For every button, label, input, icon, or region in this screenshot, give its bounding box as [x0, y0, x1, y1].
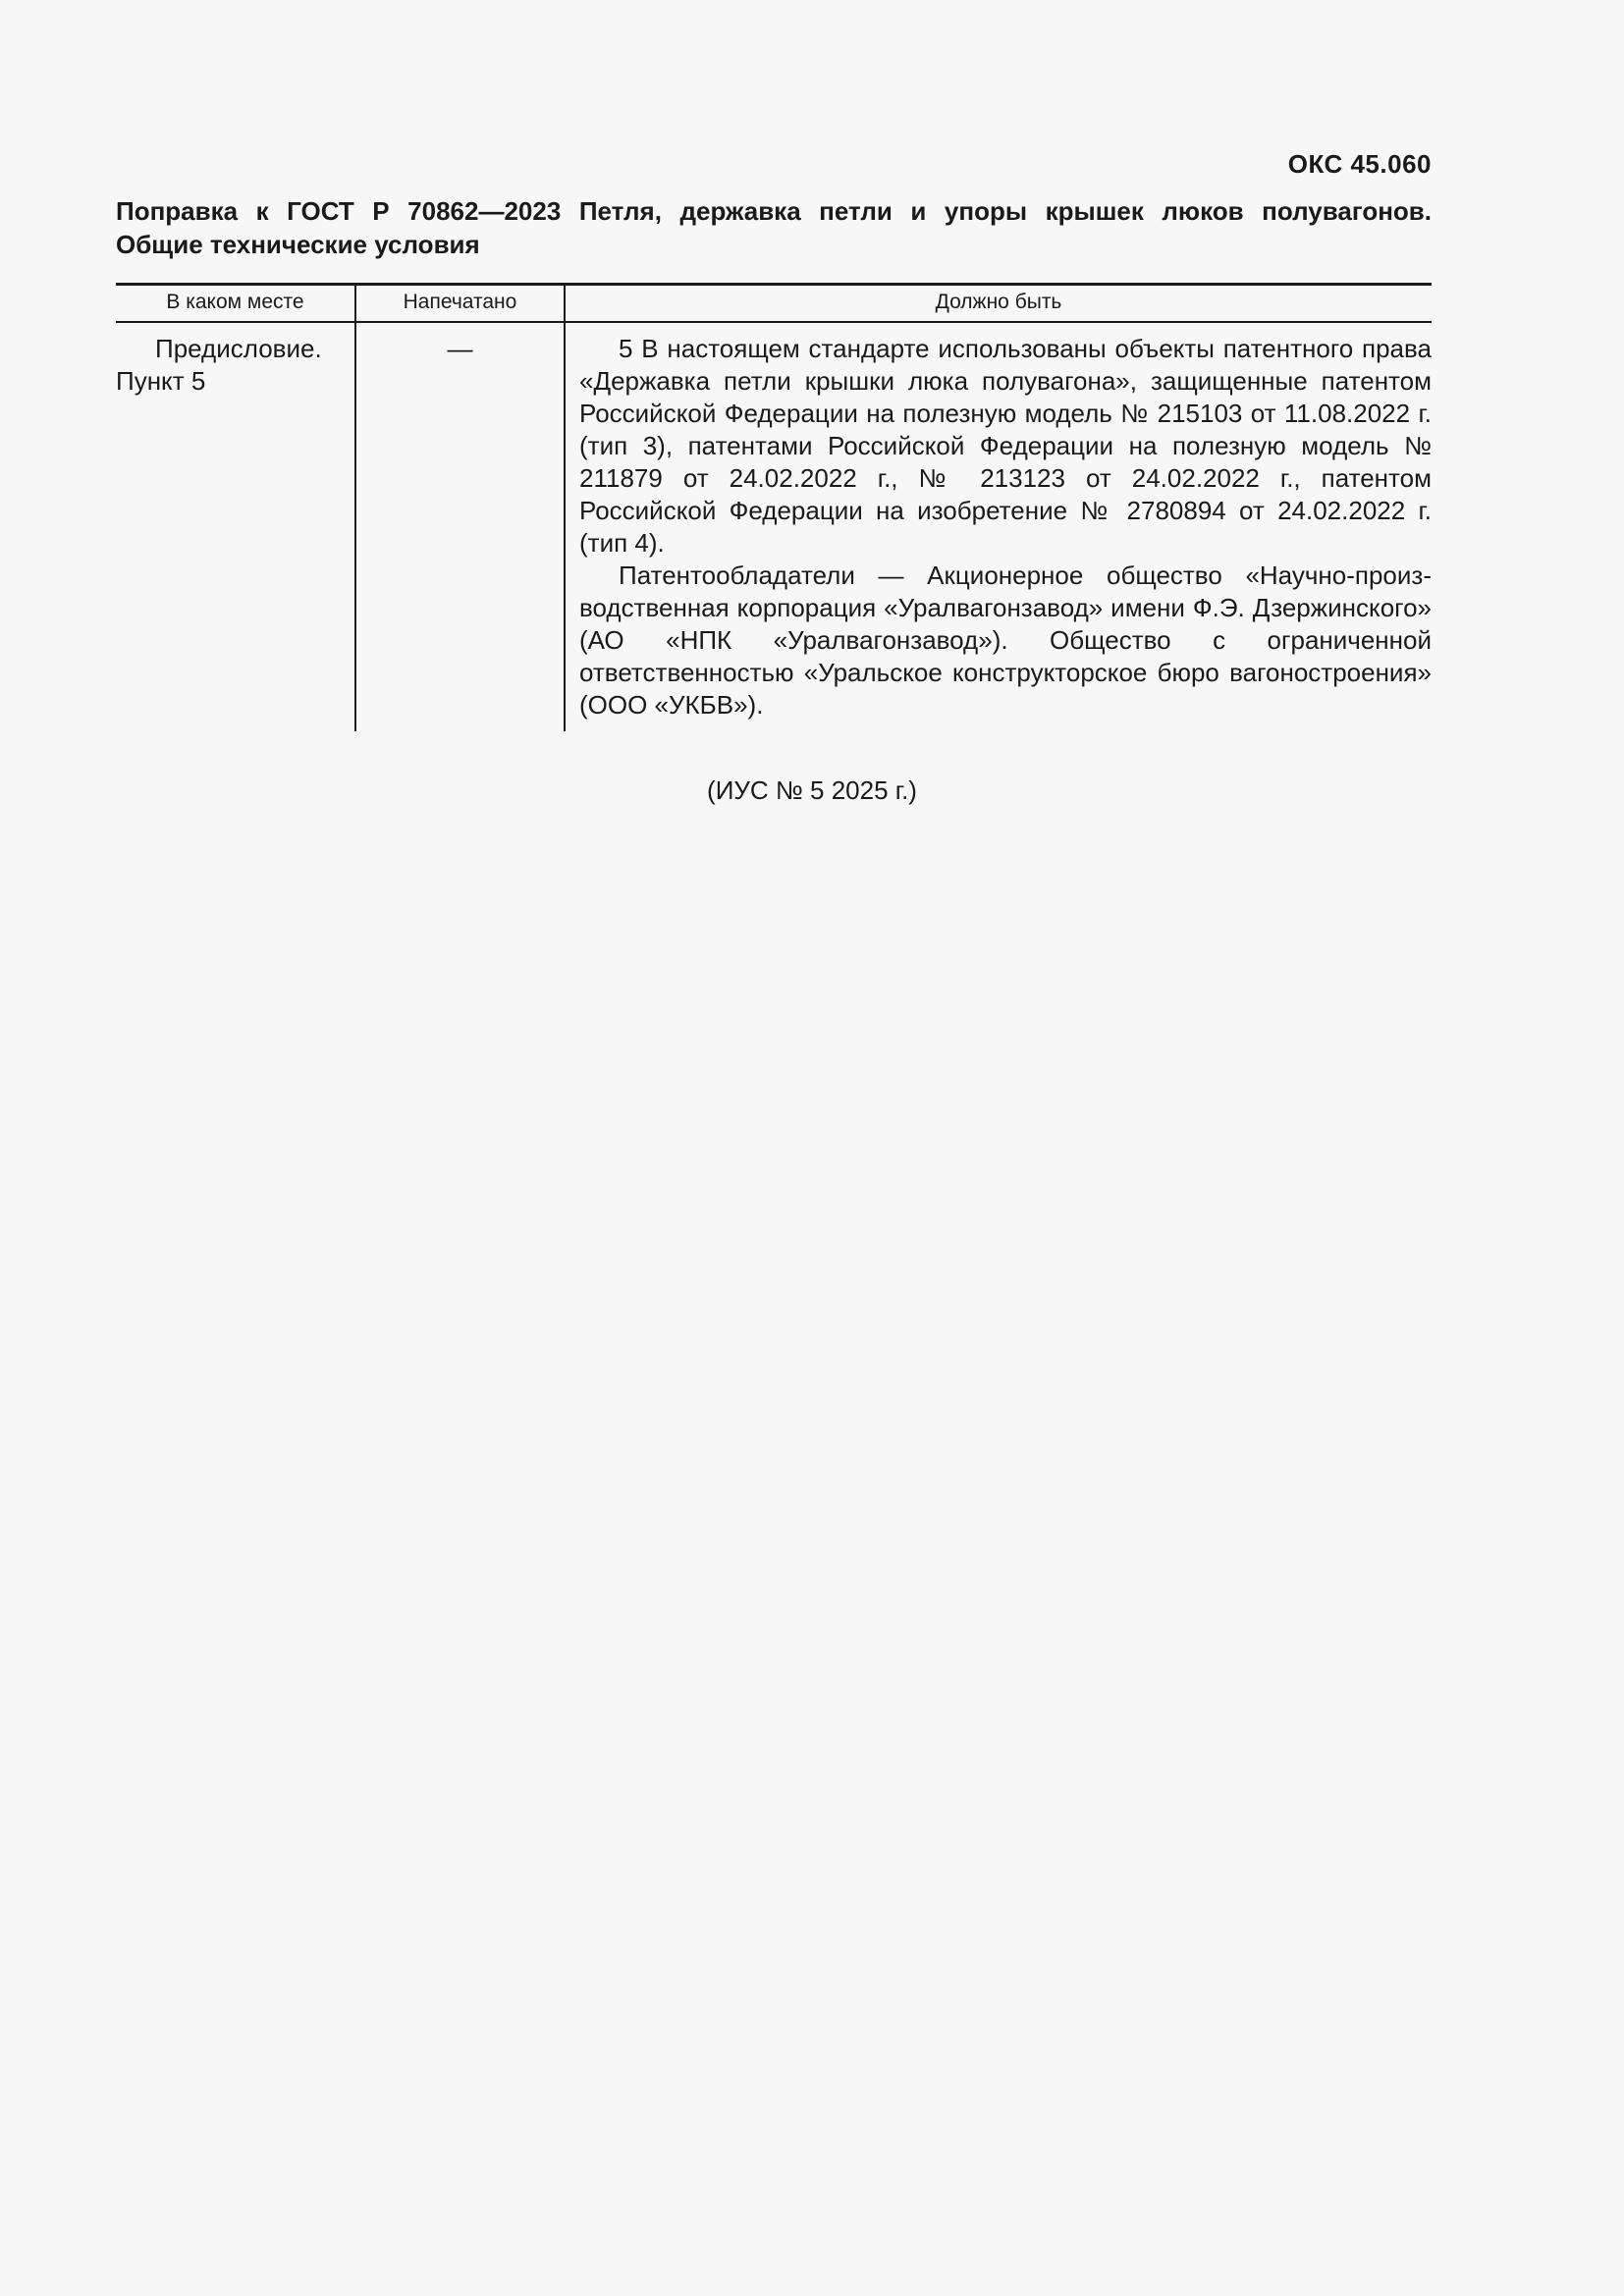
ius-reference: (ИУС № 5 2025 г.) [707, 775, 917, 805]
table-row [116, 322, 1432, 731]
should-be-paragraph-2: Патентообладатели — Акционерное общество «Научно-производственная корпорация «Уралвагонзавод» имени Ф.Э. Дзержинского» (АО «НПК «Уралвагонзавод»). Общество с ограниченной ответственностью «Уральское конструкторское бюро вагоностроения» (ООО «УКБВ»). [579, 561, 1432, 720]
oks-code: ОКС 45.060 [1287, 149, 1432, 179]
amendment-table [116, 283, 1432, 731]
cell-place: Предисловие. Пункт 5 [116, 334, 322, 396]
table-header-row [116, 285, 1432, 323]
cell-printed: — [355, 322, 565, 731]
cell-should-be [565, 322, 1432, 731]
amendment-title [116, 194, 1432, 261]
document-page [116, 147, 1432, 731]
amendment-title-line1: Поправка к ГОСТ Р 70862—2023 Петля, державка петли и упоры крышек люков полувагонов. [116, 196, 1432, 226]
should-be-paragraph-1: 5 В настоящем стандарте использованы объекты патентного права «Державка петли крышки люка полувагона», защищенные патентом Российской Федерации на полезную модель № 215103 от 11.08.2022 г. (тип 3), патентами Российской Федерации на полезную модель № 211879 от 24.02.2022 г., № 213123 от 24.02.2022 г., патентом Российской Федерации на изобретение № 2780894 от 24.02.2022 г. (тип 4). [579, 334, 1432, 558]
column-header-printed: Напечатано [355, 285, 565, 323]
column-header-should-be: Должно быть [565, 285, 1432, 323]
amendment-title-line2: Общие технические условия [116, 230, 480, 259]
column-header-place: В каком месте [116, 285, 355, 323]
